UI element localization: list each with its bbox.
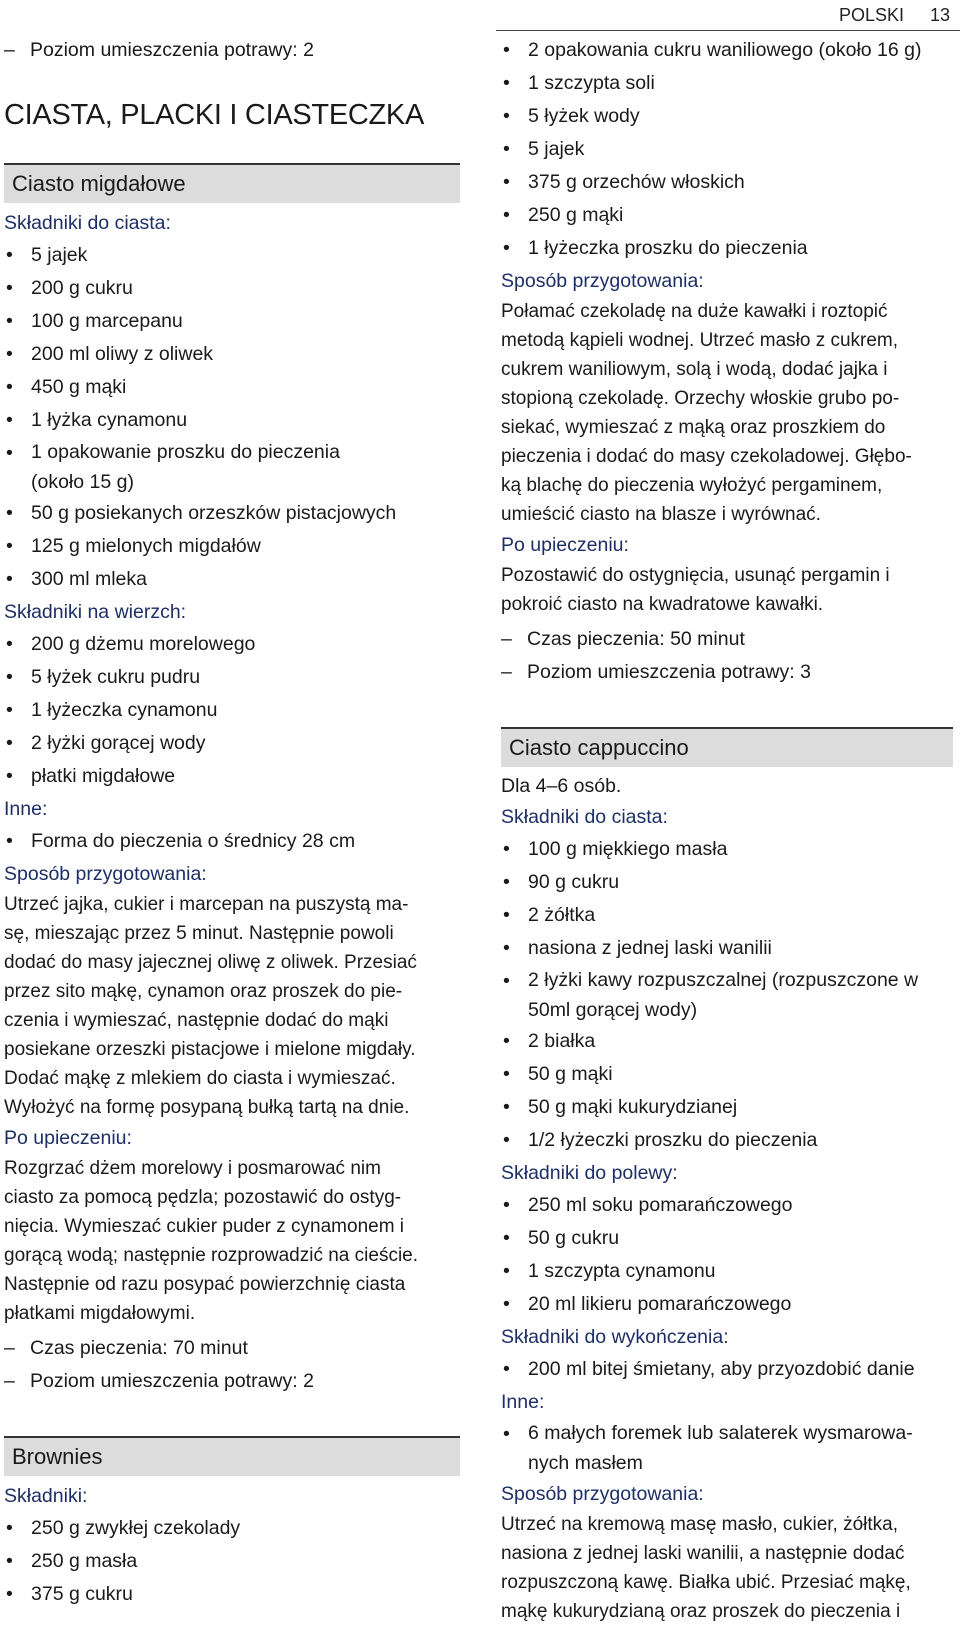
header-rule [496, 30, 960, 31]
list-item [4, 563, 460, 596]
text-line: 125 g mielonych migdałów [31, 535, 261, 557]
list-item [501, 1124, 953, 1157]
bullet-marker: • [6, 502, 13, 524]
servings-text: Dla 4–6 osób. [501, 775, 622, 797]
list-item [4, 437, 460, 497]
text-line: 50 g mąki kukurydzianej [528, 1096, 738, 1118]
after-baking-text [4, 1154, 460, 1328]
text-line: metodą kąpieli wodnej. Utrzeć masło z cukrem, [501, 330, 899, 351]
list-item [4, 530, 460, 563]
bullet-marker: • [503, 904, 510, 926]
text-line: rozpuszczoną kawę. Białka ubić. Przesiać mąkę, [501, 1572, 911, 1593]
text-line: 2 białka [528, 1030, 596, 1052]
bullet-marker: • [6, 1583, 13, 1605]
text-line: Wyłożyć na formę posypaną bułką tartą na dnie. [4, 1097, 410, 1118]
list-item [501, 232, 953, 265]
text-line: 1 opakowanie proszku do pieczenia (około 15 g) [31, 441, 340, 493]
bullet-marker: • [503, 1423, 510, 1445]
text-line: 50 g cukru [528, 1227, 620, 1249]
text-line: 20 ml likieru pomarańczowego [528, 1293, 792, 1315]
text-line: umieścić ciasto na blasze i wyrównać. [501, 504, 821, 525]
text-line: Dodać mąkę z mlekiem do ciasta i wymieszać. [4, 1068, 396, 1089]
text-line: cukrem waniliowym, solą i wodą, dodać jajka i [501, 359, 888, 380]
list-item [4, 727, 460, 760]
list-item [4, 338, 460, 371]
bullet-marker: • [503, 1194, 510, 1216]
brownies-ingredients-cont [501, 34, 953, 265]
text-line: 5 jajek [528, 138, 585, 160]
list-item [4, 694, 460, 727]
text-line: 5 łyżek cukru pudru [31, 666, 201, 688]
text-line: 250 g mąki [528, 204, 624, 226]
text-line: Czas pieczenia: 70 minut [30, 1337, 248, 1359]
bullet-marker: • [503, 1063, 510, 1085]
dash-marker: – [501, 628, 512, 650]
after-baking-heading: Po upieczeniu: [4, 1127, 132, 1149]
text-line: Pozostawić do ostygnięcia, usunąć pergamin i [501, 565, 890, 586]
bullet-marker: • [503, 1227, 510, 1249]
text-line: ciasto za pomocą pędzla; pozostawić do ostyg- [4, 1187, 402, 1208]
text-line: 100 g marcepanu [31, 310, 183, 332]
text-line: nasiona z jednej laski wanilii [528, 937, 772, 959]
list-item [4, 661, 460, 694]
text-line: 1 łyżeczka proszku do pieczenia [528, 237, 808, 259]
text-line: Czas pieczenia: 50 minut [527, 628, 745, 650]
list-item [501, 67, 953, 100]
list-item [501, 166, 953, 199]
dash-marker: – [4, 1337, 15, 1359]
page-number: 13 [929, 5, 950, 25]
list-item [501, 34, 953, 67]
list-item [501, 199, 953, 232]
bullet-marker: • [503, 39, 510, 61]
text-line: ką blachę do pieczenia wyłożyć pergaminem, [501, 475, 883, 496]
list-item [501, 965, 953, 1025]
dough-list [4, 239, 460, 596]
bullet-marker: • [6, 765, 13, 787]
text-line: Poziom umieszczenia potrawy: 3 [527, 661, 811, 683]
after-baking-text [501, 561, 953, 619]
bullet-marker: • [6, 1550, 13, 1572]
text-line: posiekane orzeszki pistacjowe i mielone migdały. [4, 1039, 416, 1060]
list-item [4, 371, 460, 404]
text-line: 50 g mąki [528, 1063, 613, 1085]
text-line: 450 g mąki [31, 376, 127, 398]
method-heading: Sposób przygotowania: [501, 1483, 704, 1505]
bullet-marker: • [503, 72, 510, 94]
bullet-marker: • [503, 1030, 510, 1052]
bullet-marker: • [6, 310, 13, 332]
text-line: 200 g cukru [31, 277, 133, 299]
list-item [4, 404, 460, 437]
recipe-title-almond: Ciasto migdałowe [4, 163, 460, 203]
bullet-marker: • [503, 1358, 510, 1380]
list-item [4, 497, 460, 530]
list-item [4, 239, 460, 272]
list-item [501, 1091, 953, 1124]
text-line: 5 jajek [31, 244, 88, 266]
bullet-marker: • [503, 105, 510, 127]
text-line: 250 g masła [31, 1550, 138, 1572]
text-line: mąkę kukurydzianą oraz proszek do pieczenia i [501, 1601, 901, 1622]
text-line: 2 łyżki kawy rozpuszczalnej (rozpuszczone w 50ml gorącej wody) [528, 969, 919, 1021]
text-line: stopioną czekoladę. Orzechy włoskie grubo po- [501, 388, 900, 409]
text-line: Poziom umieszczenia potrawy: 2 [30, 1370, 314, 1392]
glaze-list [501, 1189, 953, 1321]
left-column [4, 34, 460, 1611]
chapter-title: CIASTA, PLACKI I CIASTECZKA [4, 99, 425, 131]
bullet-marker: • [503, 204, 510, 226]
bullet-marker: • [6, 409, 13, 431]
text-line: 50 g posiekanych orzeszków pistacjowych [31, 502, 397, 524]
text-line: 200 ml bitej śmietany, aby przyozdobić danie [528, 1358, 915, 1380]
dash-marker: – [501, 661, 512, 683]
bullet-marker: • [6, 244, 13, 266]
list-item [501, 899, 953, 932]
list-item [501, 1222, 953, 1255]
bullet-marker: • [6, 277, 13, 299]
topping-heading: Składniki na wierzch: [4, 601, 187, 623]
recipe-title-cappuccino: Ciasto cappuccino [501, 727, 953, 767]
text-line: 6 małych foremek lub salaterek wysmarowa-nych masłem [528, 1422, 913, 1474]
glaze-heading: Składniki do polewy: [501, 1162, 678, 1184]
text-line: 1 łyżka cynamonu [31, 409, 188, 431]
text-line: 2 opakowania cukru waniliowego (około 16 g) [528, 39, 922, 61]
language-label: POLSKI [838, 5, 904, 25]
text-line: 250 ml soku pomarańczowego [528, 1194, 793, 1216]
finish-heading: Składniki do wykończenia: [501, 1326, 729, 1348]
text-line: czenia i wymieszać, następnie dodać do mąki [4, 1010, 389, 1031]
list-item [501, 866, 953, 899]
text-line: 1 łyżeczka cynamonu [31, 699, 218, 721]
text-line: nięcia. Wymieszać cukier puder z cynamonem i [4, 1216, 405, 1237]
bullet-marker: • [6, 666, 13, 688]
bullet-marker: • [6, 343, 13, 365]
text-line: sę, mieszając przez 5 minut. Następnie powoli [4, 923, 394, 944]
list-item [501, 1058, 953, 1091]
text-line: 300 ml mleka [31, 568, 147, 590]
list-item [4, 1578, 460, 1611]
list-item [501, 833, 953, 866]
text-line: dodać do masy jajecznej oliwę z oliwek. Przesiać [4, 952, 417, 973]
dash-item [501, 623, 953, 656]
list-item [4, 1545, 460, 1578]
text-line: przez sito mąkę, cynamon oraz proszek do pie- [4, 981, 403, 1002]
list-item [501, 100, 953, 133]
text-line: 5 łyżek wody [528, 105, 640, 127]
text-line: 100 g miękkiego masła [528, 838, 728, 860]
bullet-marker: • [503, 1129, 510, 1151]
list-item [501, 1353, 953, 1386]
dough-heading: Składniki do ciasta: [501, 806, 668, 828]
dough-heading: Składniki do ciasta: [4, 212, 171, 234]
method-text [501, 297, 953, 529]
method-heading: Sposób przygotowania: [4, 863, 207, 885]
list-item [501, 1418, 953, 1478]
bullet-marker: • [503, 871, 510, 893]
text-line: 200 g dżemu morelowego [31, 633, 256, 655]
after-baking-heading: Po upieczeniu: [501, 534, 629, 556]
bullet-marker: • [6, 633, 13, 655]
bullet-marker: • [503, 171, 510, 193]
page-header [839, 0, 950, 26]
dash-item [4, 1365, 460, 1398]
bullet-marker: • [503, 937, 510, 959]
text-line: 1 szczypta cynamonu [528, 1260, 716, 1282]
method-text [4, 890, 460, 1122]
text-line: 250 g zwykłej czekolady [31, 1517, 241, 1539]
dash-marker: – [4, 1370, 15, 1392]
bullet-marker: • [6, 830, 13, 852]
bullet-marker: • [503, 1260, 510, 1282]
text-line: Rozgrzać dżem morelowy i posmarować nim [4, 1158, 381, 1179]
text-line: płatkami migdałowymi. [4, 1303, 196, 1324]
method-heading: Sposób przygotowania: [501, 270, 704, 292]
bullet-marker: • [503, 838, 510, 860]
text-line: 1 szczypta soli [528, 72, 655, 94]
list-item [4, 760, 460, 793]
text-line: Następnie od razu posypać powierzchnię ciasta [4, 1274, 406, 1295]
list-item [4, 305, 460, 338]
bullet-marker: • [6, 732, 13, 754]
bullet-marker: • [6, 568, 13, 590]
bullet-marker: • [6, 1517, 13, 1539]
text-line: 2 łyżki gorącej wody [31, 732, 206, 754]
text-line: 375 g orzechów włoskich [528, 171, 745, 193]
list-item [501, 133, 953, 166]
right-column [501, 34, 953, 1626]
text-line: 90 g cukru [528, 871, 620, 893]
bullet-marker: • [503, 970, 510, 992]
ingredients-heading: Składniki: [4, 1485, 88, 1507]
recipe-title-brownies: Brownies [4, 1436, 460, 1476]
list-item [4, 628, 460, 661]
dash-marker: – [4, 39, 15, 61]
bullet-marker: • [6, 699, 13, 721]
dash-item [4, 34, 460, 67]
bullet-marker: • [6, 376, 13, 398]
bullet-marker: • [6, 535, 13, 557]
list-item [4, 825, 460, 858]
text-line: Utrzeć na kremową masę masło, cukier, żółtka, [501, 1514, 899, 1535]
dash-item [501, 656, 953, 689]
text-line: 1/2 łyżeczki proszku do pieczenia [528, 1129, 818, 1151]
text-line: Poziom umieszczenia potrawy: 2 [30, 39, 314, 61]
topping-list [4, 628, 460, 793]
bullet-marker: • [503, 1096, 510, 1118]
other-heading: Inne: [4, 798, 48, 820]
list-item [4, 1512, 460, 1545]
text-line: 375 g cukru [31, 1583, 133, 1605]
text-line: nasiona z jednej laski wanilii, a następnie dodać [501, 1543, 905, 1564]
other-heading: Inne: [501, 1391, 545, 1413]
bullet-marker: • [6, 442, 13, 464]
list-item [501, 1025, 953, 1058]
list-item [501, 932, 953, 965]
list-item [501, 1255, 953, 1288]
text-line: siekać, wymieszać z mąką oraz proszkiem do [501, 417, 886, 438]
dash-item [4, 1332, 460, 1365]
dough-list [501, 833, 953, 1157]
list-item [501, 1189, 953, 1222]
text-line: pieczenia i dodać do masy czekoladowej. Głębo- [501, 446, 912, 467]
text-line: pokroić ciasto na kwadratowe kawałki. [501, 594, 824, 615]
text-line: Utrzeć jajka, cukier i marcepan na puszystą ma- [4, 894, 409, 915]
method-text [501, 1510, 953, 1626]
text-line: Połamać czekoladę na duże kawałki i roztopić [501, 301, 888, 322]
text-line: płatki migdałowe [31, 765, 176, 787]
text-line: 2 żółtka [528, 904, 596, 926]
bullet-marker: • [503, 1293, 510, 1315]
text-line: Forma do pieczenia o średnicy 28 cm [31, 830, 356, 852]
list-item [501, 1288, 953, 1321]
text-line: 200 ml oliwy z oliwek [31, 343, 214, 365]
bullet-marker: • [503, 237, 510, 259]
text-line: gorącą wodą; następnie rozprowadzić na cieście. [4, 1245, 419, 1266]
list-item [4, 272, 460, 305]
bullet-marker: • [503, 138, 510, 160]
